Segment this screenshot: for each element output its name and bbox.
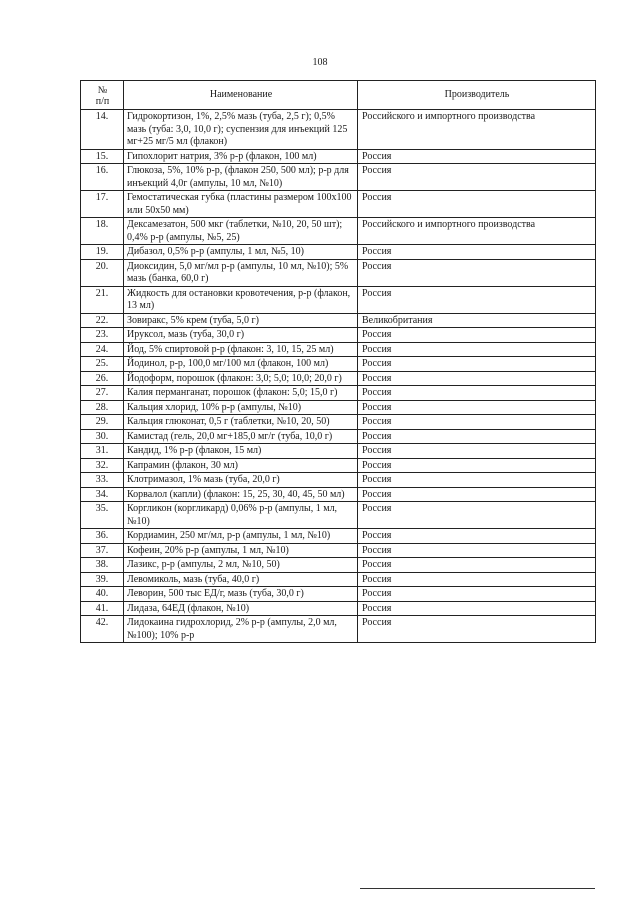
table-row (81, 400, 596, 415)
table-row (81, 529, 596, 544)
medication-name: Дибазол, 0,5% р-р (ампулы, 1 мл, №5, 10) (124, 245, 358, 260)
medication-name: Ируксол, мазь (туба, 30,0 г) (124, 328, 358, 343)
manufacturer: Россия (358, 342, 596, 357)
table-row (81, 386, 596, 401)
row-number: 34. (81, 487, 124, 502)
row-number: 38. (81, 558, 124, 573)
table-row (81, 502, 596, 529)
table-row (81, 587, 596, 602)
medication-name: Гипохлорит натрия, 3% р-р (флакон, 100 мл) (124, 149, 358, 164)
table-header-row (81, 81, 596, 110)
medication-name: Кальция хлорид, 10% р-р (ампулы, №10) (124, 400, 358, 415)
medication-name: Кордиамин, 250 мг/мл, р-р (ампулы, 1 мл, №10) (124, 529, 358, 544)
row-number: 17. (81, 191, 124, 218)
table-row (81, 543, 596, 558)
row-number: 42. (81, 616, 124, 643)
table-row (81, 313, 596, 328)
row-number: 30. (81, 429, 124, 444)
table-row (81, 218, 596, 245)
medication-name: Лидокаина гидрохлорид, 2% р-р (ампулы, 2,0 мл, №100); 10% р-р (124, 616, 358, 643)
row-number: 21. (81, 286, 124, 313)
manufacturer: Россия (358, 429, 596, 444)
manufacturer: Россия (358, 502, 596, 529)
row-number: 40. (81, 587, 124, 602)
table-row (81, 572, 596, 587)
column-header-name: Наименование (124, 81, 358, 110)
medication-name: Кофеин, 20% р-р (ампулы, 1 мл, №10) (124, 543, 358, 558)
column-header-number: № п/п (81, 81, 124, 110)
row-number: 15. (81, 149, 124, 164)
manufacturer: Россия (358, 400, 596, 415)
medication-name: Лазикс, р-р (ампулы, 2 мл, №10, 50) (124, 558, 358, 573)
medication-name: Лидаза, 64ЕД (флакон, №10) (124, 601, 358, 616)
row-number: 19. (81, 245, 124, 260)
table-row (81, 429, 596, 444)
row-number: 16. (81, 164, 124, 191)
manufacturer: Россия (358, 259, 596, 286)
table-row (81, 149, 596, 164)
manufacturer: Россия (358, 191, 596, 218)
manufacturer: Россия (358, 587, 596, 602)
manufacturer: Россия (358, 616, 596, 643)
medication-name: Корвалол (капли) (флакон: 15, 25, 30, 40, 45, 50 мл) (124, 487, 358, 502)
manufacturer: Россия (358, 601, 596, 616)
medication-name: Коргликон (коргликард) 0,06% р-р (ампулы, 1 мл, №10) (124, 502, 358, 529)
table-row (81, 110, 596, 150)
medication-name: Зовиракс, 5% крем (туба, 5,0 г) (124, 313, 358, 328)
medication-name: Левомиколь, мазь (туба, 40,0 г) (124, 572, 358, 587)
table-row (81, 616, 596, 643)
manufacturer: Россия (358, 543, 596, 558)
column-header-manufacturer: Производитель (358, 81, 596, 110)
manufacturer: Россия (358, 473, 596, 488)
row-number: 31. (81, 444, 124, 459)
row-number: 14. (81, 110, 124, 150)
manufacturer: Россия (358, 572, 596, 587)
manufacturer: Россия (358, 444, 596, 459)
table-row (81, 487, 596, 502)
table-row (81, 164, 596, 191)
manufacturer: Российского и импортного производства (358, 218, 596, 245)
table-row (81, 259, 596, 286)
row-number: 32. (81, 458, 124, 473)
row-number: 18. (81, 218, 124, 245)
row-number: 22. (81, 313, 124, 328)
table-row (81, 473, 596, 488)
row-number: 37. (81, 543, 124, 558)
manufacturer: Россия (358, 149, 596, 164)
manufacturer: Россия (358, 164, 596, 191)
manufacturer: Россия (358, 371, 596, 386)
medication-name: Калия перманганат, порошок (флакон: 5,0; 15,0 г) (124, 386, 358, 401)
table-row (81, 328, 596, 343)
table-row (81, 415, 596, 430)
medication-name: Йодоформ, порошок (флакон: 3,0; 5,0; 10,0; 20,0 г) (124, 371, 358, 386)
manufacturer: Россия (358, 328, 596, 343)
row-number: 36. (81, 529, 124, 544)
row-number: 41. (81, 601, 124, 616)
table-row (81, 245, 596, 260)
medication-name: Кандид, 1% р-р (флакон, 15 мл) (124, 444, 358, 459)
table-row (81, 371, 596, 386)
row-number: 20. (81, 259, 124, 286)
manufacturer: Великобритания (358, 313, 596, 328)
manufacturer: Россия (358, 245, 596, 260)
row-number: 33. (81, 473, 124, 488)
table-row (81, 357, 596, 372)
row-number: 25. (81, 357, 124, 372)
manufacturer: Россия (358, 357, 596, 372)
row-number: 35. (81, 502, 124, 529)
row-number: 28. (81, 400, 124, 415)
medication-name: Клотримазол, 1% мазь (туба, 20,0 г) (124, 473, 358, 488)
medication-name: Йод, 5% спиртовой р-р (флакон: 3, 10, 15, 25 мл) (124, 342, 358, 357)
row-number: 26. (81, 371, 124, 386)
medication-name: Леворин, 500 тыс ЕД/г, мазь (туба, 30,0 г) (124, 587, 358, 602)
medication-name: Глюкоза, 5%, 10% р-р, (флакон 250, 500 мл); р-р для инъекций 4,0г (ампулы, 10 мл, №10) (124, 164, 358, 191)
table-row (81, 342, 596, 357)
footer-rule (360, 888, 595, 889)
page-number: 108 (312, 57, 328, 68)
row-number: 39. (81, 572, 124, 587)
manufacturer: Россия (358, 558, 596, 573)
medication-name: Камистад (гель, 20,0 мг+185,0 мг/г (туба, 10,0 г) (124, 429, 358, 444)
medication-name: Йодинол, р-р, 100,0 мг/100 мл (флакон, 100 мл) (124, 357, 358, 372)
table-row (81, 458, 596, 473)
medication-name: Жидкость для остановки кровотечения, р-р (флакон, 13 мл) (124, 286, 358, 313)
row-number: 29. (81, 415, 124, 430)
medication-name: Гидрокортизон, 1%, 2,5% мазь (туба, 2,5 г); 0,5% мазь (туба: 3,0, 10,0 г); суспензия для инъекций 125 мг+25 мг/5 мл (флакон) (124, 110, 358, 150)
table-row (81, 191, 596, 218)
medication-name: Гемостатическая губка (пластины размером 100х100 или 50х50 мм) (124, 191, 358, 218)
manufacturer: Россия (358, 415, 596, 430)
table-row (81, 444, 596, 459)
table-row (81, 558, 596, 573)
medication-name: Диоксидин, 5,0 мг/мл р-р (ампулы, 10 мл, №10); 5% мазь (банка, 60,0 г) (124, 259, 358, 286)
table-row (81, 286, 596, 313)
medication-name: Дексамезатон, 500 мкг (таблетки, №10, 20, 50 шт); 0,4% р-р (ампулы, №5, 25) (124, 218, 358, 245)
row-number: 23. (81, 328, 124, 343)
medication-name: Капрамин (флакон, 30 мл) (124, 458, 358, 473)
manufacturer: Россия (358, 386, 596, 401)
manufacturer: Российского и импортного производства (358, 110, 596, 150)
table-row (81, 601, 596, 616)
manufacturer: Россия (358, 286, 596, 313)
row-number: 27. (81, 386, 124, 401)
medication-table (80, 80, 596, 643)
manufacturer: Россия (358, 487, 596, 502)
manufacturer: Россия (358, 529, 596, 544)
medication-name: Кальция глюконат, 0,5 г (таблетки, №10, 20, 50) (124, 415, 358, 430)
manufacturer: Россия (358, 458, 596, 473)
row-number: 24. (81, 342, 124, 357)
